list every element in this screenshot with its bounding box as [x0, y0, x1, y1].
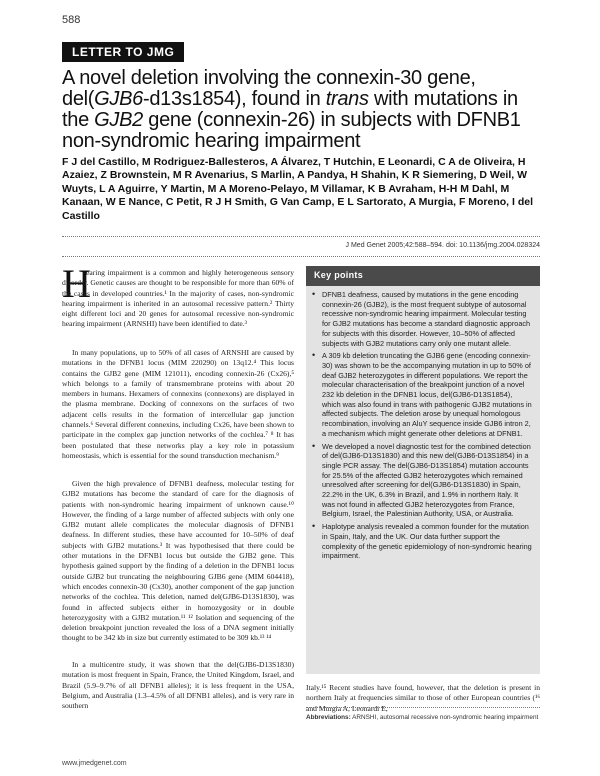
- paragraph-text: Given the high prevalence of DFNB1 deafness, molecular testing for GJB2 mutations has become the standard of care for the diagnosis of patients with non-syndromic hearing impairment of unknown cause.¹⁰ However, the finding of a large number of affected subjects with only one GJB2 mutant allele complicates the molecular diagnosis of DFNB1 deafness. In different studies, these have accounted for 10–50% of deaf subjects with GJB2 mutations.³ It was hypothesised that there could be other mutations in the DFNB1 locus but outside the GJB2 gene. This hypothesis gained support by the finding of a deletion in the DFNB1 locus outside GJB2 but truncating the neighbouring GJB6 gene (MIM 604418), which encodes connexin-30 (Cx30), another component of the gap junction networks of the cochlea. This deletion, named del(GJB6-D13S1830), was found in affected subjects either in homozygosity or in double heterozygosity with a GJB2 mutation.¹¹ ¹² Isolation and sequencing of the deletion breakpoint junction revealed the loss of a DNA segment initially thought to be 342 kb in size but currently estimated to be 309 kb.¹³ ¹⁴: [62, 479, 294, 643]
- key-points-heading: Key points: [314, 270, 364, 280]
- title-part: GJB2: [94, 109, 143, 131]
- body-paragraph-5: [306, 683, 540, 714]
- drop-cap: H: [62, 261, 91, 306]
- title-part: -d13s1854), found in: [142, 88, 326, 110]
- paragraph-text: Italy.¹⁵ Recent studies have found, however, that the deletion is present in northern Italy at frequencies similar to those of other European countries (¹⁶ and Murgia A, Leonardi E,: [306, 683, 540, 713]
- section-banner: LETTER TO JMG: [62, 42, 184, 62]
- article-title: [62, 68, 542, 152]
- paragraph-text: In many populations, up to 50% of all cases of ARNSHI are caused by mutations in the DFNB1 locus (MIM 220290) on 13q12.⁴ This locus contains the GJB2 gene (MIM 121011), encoding connexin-26 (Cx26),⁵ which belongs to a family of transmembrane proteins with about 20 members in humans. Hexamers of connexins (connexons) are displayed in the plasma membrane. Docking of connexons on the surfaces of two adjacent cells results in the formation of intercellular gap junction channels.⁶ Several different connexins, including Cx26, have been shown to participate in the complex gap junction networks of the cochlea.⁷ ⁸ It has been postulated that these networks play a key role in potassium homeostasis, which is essential for the sound transduction mechanism.⁹: [62, 348, 294, 460]
- key-point-item: • A 309 kb deletion truncating the GJB6 gene (encoding connexin-30) was shown to be the accompanying mutation in up to 50% of deaf GJB2 heterozygotes in different populations. We report the molecular characterisation of the breakpoint junction of a novel 232 kb deletion in the DFNB1 locus, del(GJB6-D13S1854), which was also found in trans with pathogenic GJB2 mutations in affected subjects. The deletion arose by unequal homologous recombination, involving an AluY sequence inside GJB6 intron 2, a mechanism which might generate other deletions at DFNB1.: [310, 351, 532, 438]
- key-point-item: • Haplotype analysis revealed a common founder for the mutation in Spain, Italy, and the UK. Our data further support the complexity of the genetic epidemiology of non-syndromic hearing impairment.: [310, 522, 532, 561]
- journal-citation: J Med Genet 2005;42:588–594. doi: 10.1136/jmg.2004.028324: [345, 242, 540, 249]
- body-paragraph-3: [62, 479, 294, 644]
- author-list: F J del Castillo, M Rodriguez-Ballesteros, A Álvarez, T Hutchin, E Leonardi, C A de Oliveira, H Azaiez, Z Brownstein, M R Avenarius, S Marlin, A Pandya, H Shahin, K R Siemering, D Weil, W Wuyts, L A Aguirre, Y Martin, M A Moreno-Pelayo, M Villamar, K B Avraham, H-H M Dahl, M Kanaan, W E Nance, C Petit, R J H Smith, G Van Camp, E L Sartorato, A Murgia, F Moreno, I del Castillo: [62, 156, 534, 222]
- page-number: 588: [62, 14, 81, 26]
- body-paragraph-1: [62, 268, 294, 330]
- title-part: gene (connexin-26) in subjects with DFNB1 non-syndromic hearing impairment: [62, 109, 521, 152]
- divider: [306, 707, 540, 708]
- title-part: A novel deletion involving the connexin-30 gene, del(: [62, 67, 476, 110]
- divider: [62, 236, 540, 237]
- title-part: GJB6: [94, 88, 143, 110]
- abbreviations-note: [306, 714, 540, 723]
- abbreviations-label: Abbreviations:: [306, 714, 351, 721]
- divider: [62, 256, 540, 257]
- body-paragraph-4: [62, 660, 294, 711]
- key-points-list: [310, 290, 532, 564]
- footer-url: www.jmedgenet.com: [62, 760, 127, 767]
- title-part: trans: [325, 88, 369, 110]
- title-part: with mutations in the: [62, 88, 518, 131]
- abbreviations-text: ARNSHI, autosomal recessive non-syndromic hearing impairment: [350, 714, 539, 721]
- paragraph-text: In a multicentre study, it was shown that the del(GJB6-D13S1830) mutation is most frequent in Spain, France, the United Kingdom, Israel, and Brazil (5.9–9.7% of all DFNB1 alleles); it is less frequent in the USA, Belgium, and Australia (1.3–4.5% of all DFNB1 alleles), and is very rare in southern: [62, 660, 294, 711]
- key-point-item: • We developed a novel diagnostic test for the combined detection of del(GJB6-D13S1830) and this new del(GJB6-D13S1854) in a single PCR assay. The del(GJB6-D13S1854) mutation accounts for 25.5% of the affected GJB2 heterozygotes which remained unresolved after screening for del(GJB6-D13S1830) in Spain, 22.2% in the UK, 6.3% in Brazil, and 1.9% in northern Italy. It was not found in affected GJB2 heterozygotes from France, Belgium, Israel, the Palestinian Authority, USA, or Australia.: [310, 442, 532, 520]
- body-paragraph-2: [62, 348, 294, 461]
- key-point-item: • DFNB1 deafness, caused by mutations in the gene encoding connexin-26 (GJB2), is the most frequent subtype of autosomal recessive non-syndromic hearing impairment. Molecular testing for GJB2 mutations has become a standard diagnostic approach for subjects with this disorder. However, 10–50% of affected subjects with GJB2 mutations carry only one mutant allele.: [310, 290, 532, 348]
- paragraph-text: earing impairment is a common and highly heterogeneous sensory disorder. Genetic causes are thought to be responsible for more than 60% of the cases in developed countries.¹ In the majority of cases, non-syndromic hearing impairment is inherited in an autosomal recessive pattern.² Thirty eight different loci and 20 genes for autosomal recessive non-syndromic hearing impairment (ARNSHI) have been identified to date.³: [62, 268, 294, 329]
